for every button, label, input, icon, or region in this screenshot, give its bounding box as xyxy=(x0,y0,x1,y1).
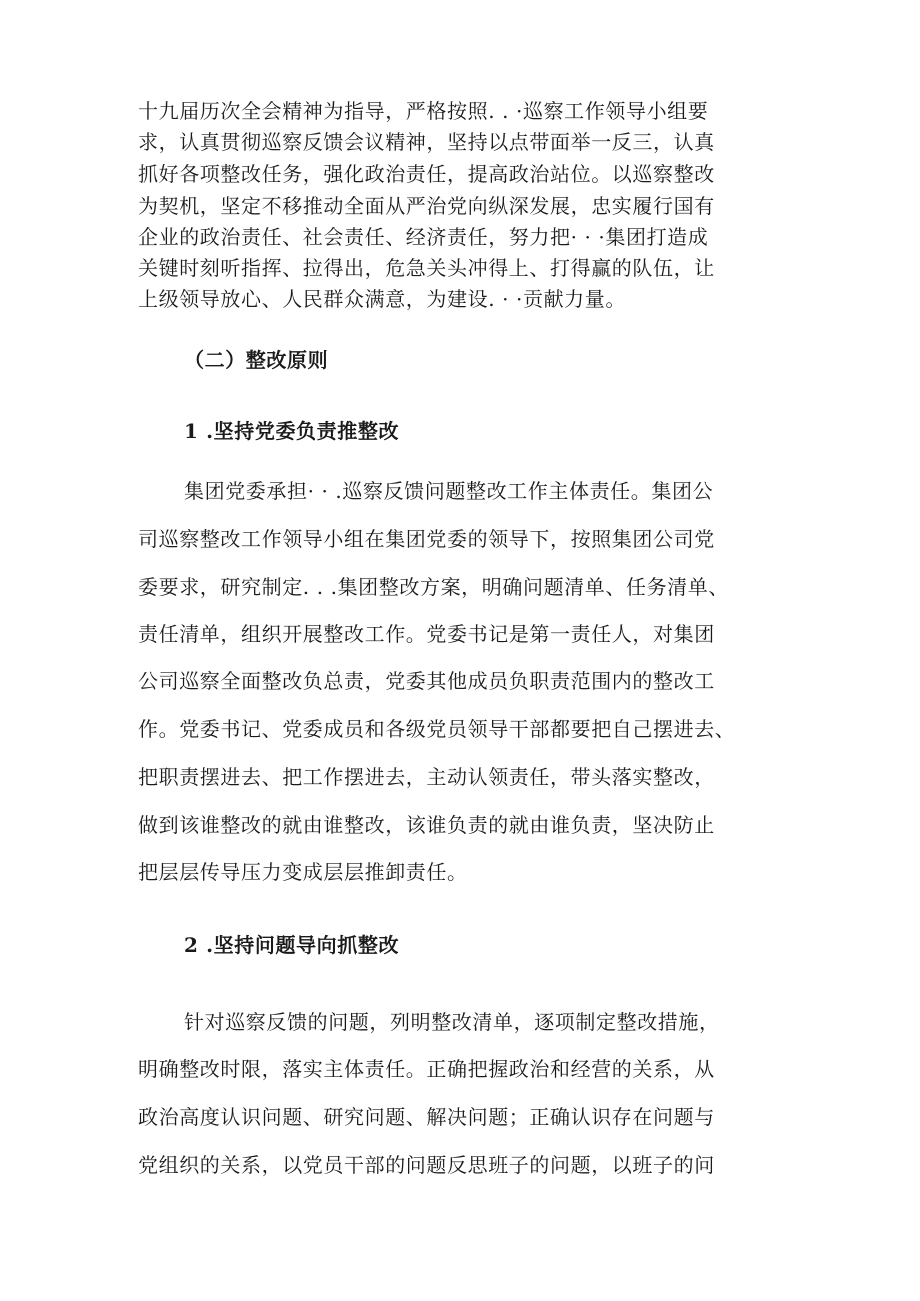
paragraph-line: 做到该谁整改的就由谁整改，该谁负责的就由谁负责，坚决防止 xyxy=(138,813,715,837)
paragraph-line: 作。党委书记、党委成员和各级党员领导干部都要把自己摆进去、 xyxy=(138,717,736,741)
intro-line: 十九届历次全会精神为指导，严格按照. . ·巡察工作领导小组要 xyxy=(138,99,709,123)
principle-2-heading: 2 .坚持问题导向抓整改 xyxy=(184,933,400,957)
paragraph-line: 把层层传导压力变成层层推卸责任。 xyxy=(138,860,468,884)
intro-line: 企业的政治责任、社会责任、经济责任，努力把· · ·集团打造成 xyxy=(138,225,709,249)
paragraph-line: 针对巡察反馈的问题，列明整改清单，逐项制定整改措施， xyxy=(184,1010,720,1034)
section-heading: （二）整改原则 xyxy=(184,348,329,372)
paragraph-line: 责任清单，组织开展整改工作。党委书记是第一责任人，对集团 xyxy=(138,622,715,646)
paragraph-line: 委要求，研究制定. . .集团整改方案，明确问题清单、任务清单、 xyxy=(138,575,729,599)
intro-line: 上级领导放心、人民群众满意，为建设. · ·贡献力量。 xyxy=(138,287,626,311)
paragraph-line: 把职责摆进去、把工作摆进去，主动认领责任，带头落实整改， xyxy=(138,765,715,789)
principle-1-heading: 1 .坚持党委负责推整改 xyxy=(184,419,400,443)
intro-line: 求，认真贯彻巡察反馈会议精神，坚持以点带面举一反三，认真 xyxy=(138,130,715,154)
paragraph-line: 党组织的关系，以党员干部的问题反思班子的问题，以班子的问 xyxy=(138,1153,715,1177)
paragraph-line: 政治高度认识问题、研究问题、解决问题；正确认识存在问题与 xyxy=(138,1105,715,1129)
intro-line: 关键时刻听指挥、拉得出，危急关头冲得上、打得赢的队伍，让 xyxy=(138,256,715,280)
intro-line: 抓好各项整改任务，强化政治责任，提高政治站位。以巡察整改 xyxy=(138,162,715,186)
intro-line: 为契机，坚定不移推动全面从严治党向纵深发展，忠实履行国有 xyxy=(138,194,715,218)
paragraph-line: 公司巡察全面整改负总责，党委其他成员负职责范围内的整改工 xyxy=(138,669,715,693)
paragraph-line: 司巡察整改工作领导小组在集团党委的领导下，按照集团公司党 xyxy=(138,527,715,551)
paragraph-line: 明确整改时限，落实主体责任。正确把握政治和经营的关系，从 xyxy=(138,1057,715,1081)
paragraph-line: 集团党委承担· · .巡察反馈问题整改工作主体责任。集团公 xyxy=(184,479,714,503)
